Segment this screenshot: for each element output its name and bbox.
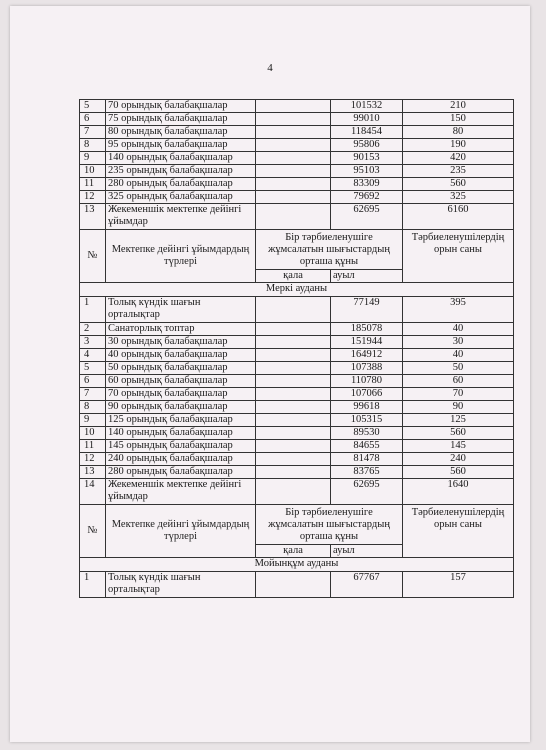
places-count: 560 (403, 178, 514, 191)
places-count: 1640 (403, 479, 514, 505)
city-cost (256, 375, 331, 388)
places-count: 560 (403, 466, 514, 479)
table-row (80, 349, 514, 362)
village-cost: 105315 (331, 414, 403, 427)
header-type: Мектепке дейінгі ұйымдардың түрлері (106, 505, 256, 558)
table-row (80, 572, 514, 598)
row-number: 14 (80, 479, 106, 505)
cost-table-body (80, 100, 514, 598)
row-number: 2 (80, 323, 106, 336)
header-number: № (80, 230, 106, 283)
table-row (80, 388, 514, 401)
village-cost: 83309 (331, 178, 403, 191)
row-number: 1 (80, 572, 106, 598)
header-village: ауыл (331, 270, 403, 283)
organization-type: 50 орындық балабақшалар (106, 362, 256, 375)
places-count: 145 (403, 440, 514, 453)
places-count: 80 (403, 126, 514, 139)
table-row (80, 440, 514, 453)
row-number: 10 (80, 165, 106, 178)
places-count: 60 (403, 375, 514, 388)
city-cost (256, 126, 331, 139)
organization-type: 125 орындық балабақшалар (106, 414, 256, 427)
city-cost (256, 113, 331, 126)
organization-type: 70 орындық балабақшалар (106, 100, 256, 113)
village-cost: 62695 (331, 204, 403, 230)
section-row (80, 283, 514, 297)
places-count: 157 (403, 572, 514, 598)
city-cost (256, 323, 331, 336)
table-row (80, 100, 514, 113)
row-number: 3 (80, 336, 106, 349)
city-cost (256, 165, 331, 178)
organization-type: 70 орындық балабақшалар (106, 388, 256, 401)
village-cost: 79692 (331, 191, 403, 204)
table-row (80, 479, 514, 505)
row-number: 11 (80, 178, 106, 191)
table-header-row (80, 505, 514, 545)
table-row (80, 362, 514, 375)
table-row (80, 113, 514, 126)
table-header-row (80, 230, 514, 270)
city-cost (256, 440, 331, 453)
table-row (80, 414, 514, 427)
row-number: 10 (80, 427, 106, 440)
organization-type: 60 орындық балабақшалар (106, 375, 256, 388)
city-cost (256, 572, 331, 598)
organization-type: 280 орындық балабақшалар (106, 178, 256, 191)
header-city: қала (256, 545, 331, 558)
city-cost (256, 401, 331, 414)
city-cost (256, 336, 331, 349)
table-row (80, 204, 514, 230)
table-row (80, 152, 514, 165)
table-row (80, 139, 514, 152)
row-number: 12 (80, 191, 106, 204)
organization-type: 30 орындық балабақшалар (106, 336, 256, 349)
row-number: 9 (80, 152, 106, 165)
section-row (80, 558, 514, 572)
document-page (10, 6, 530, 742)
places-count: 125 (403, 414, 514, 427)
row-number: 8 (80, 401, 106, 414)
header-type: Мектепке дейінгі ұйымдардың түрлері (106, 230, 256, 283)
places-count: 560 (403, 427, 514, 440)
organization-type: 280 орындық балабақшалар (106, 466, 256, 479)
table-row (80, 427, 514, 440)
places-count: 50 (403, 362, 514, 375)
places-count: 190 (403, 139, 514, 152)
section-merki: Меркі ауданы (80, 283, 514, 297)
organization-type: 140 орындық балабақшалар (106, 152, 256, 165)
places-count: 150 (403, 113, 514, 126)
table-row (80, 466, 514, 479)
organization-type: 40 орындық балабақшалар (106, 349, 256, 362)
city-cost (256, 297, 331, 323)
village-cost: 110780 (331, 375, 403, 388)
city-cost (256, 414, 331, 427)
organization-type: 145 орындық балабақшалар (106, 440, 256, 453)
header-number: № (80, 505, 106, 558)
city-cost (256, 139, 331, 152)
city-cost (256, 191, 331, 204)
village-cost: 99618 (331, 401, 403, 414)
places-count: 420 (403, 152, 514, 165)
header-city: қала (256, 270, 331, 283)
village-cost: 107066 (331, 388, 403, 401)
table-row (80, 126, 514, 139)
organization-type: 325 орындық балабақшалар (106, 191, 256, 204)
places-count: 235 (403, 165, 514, 178)
places-count: 40 (403, 323, 514, 336)
organization-type: Жекеменшік мектепке дейінгі ұйымдар (106, 204, 256, 230)
village-cost: 107388 (331, 362, 403, 375)
village-cost: 99010 (331, 113, 403, 126)
table-row (80, 178, 514, 191)
places-count: 90 (403, 401, 514, 414)
table-row (80, 297, 514, 323)
header-cost: Бір тәрбиеленушіге жұмсалатын шығыстардың орташа құны (256, 230, 403, 270)
row-number: 13 (80, 204, 106, 230)
organization-type: 140 орындық балабақшалар (106, 427, 256, 440)
row-number: 5 (80, 362, 106, 375)
section-moiynkum: Мойынқұм ауданы (80, 558, 514, 572)
organization-type: 95 орындық балабақшалар (106, 139, 256, 152)
places-count: 6160 (403, 204, 514, 230)
row-number: 9 (80, 414, 106, 427)
row-number: 6 (80, 113, 106, 126)
row-number: 5 (80, 100, 106, 113)
places-count: 395 (403, 297, 514, 323)
table-row (80, 401, 514, 414)
city-cost (256, 100, 331, 113)
village-cost: 95103 (331, 165, 403, 178)
row-number: 1 (80, 297, 106, 323)
village-cost: 101532 (331, 100, 403, 113)
row-number: 8 (80, 139, 106, 152)
row-number: 4 (80, 349, 106, 362)
village-cost: 67767 (331, 572, 403, 598)
village-cost: 118454 (331, 126, 403, 139)
places-count: 40 (403, 349, 514, 362)
table-row (80, 165, 514, 178)
village-cost: 95806 (331, 139, 403, 152)
city-cost (256, 388, 331, 401)
places-count: 30 (403, 336, 514, 349)
city-cost (256, 204, 331, 230)
city-cost (256, 453, 331, 466)
table-row (80, 453, 514, 466)
organization-type: 75 орындық балабақшалар (106, 113, 256, 126)
places-count: 210 (403, 100, 514, 113)
village-cost: 90153 (331, 152, 403, 165)
places-count: 240 (403, 453, 514, 466)
page-number: 4 (267, 62, 273, 74)
village-cost: 89530 (331, 427, 403, 440)
village-cost: 81478 (331, 453, 403, 466)
table-row (80, 375, 514, 388)
organization-type: 235 орындық балабақшалар (106, 165, 256, 178)
city-cost (256, 349, 331, 362)
row-number: 11 (80, 440, 106, 453)
organization-type: 240 орындық балабақшалар (106, 453, 256, 466)
organization-type: Толық күндік шағын орталықтар (106, 572, 256, 598)
organization-type: 90 орындық балабақшалар (106, 401, 256, 414)
village-cost: 185078 (331, 323, 403, 336)
table-row (80, 336, 514, 349)
row-number: 7 (80, 126, 106, 139)
village-cost: 77149 (331, 297, 403, 323)
header-cost: Бір тәрбиеленушіге жұмсалатын шығыстардың орташа құны (256, 505, 403, 545)
header-places: Тәрбиеленушілердің орын саны (403, 505, 514, 558)
header-village: ауыл (331, 545, 403, 558)
city-cost (256, 152, 331, 165)
row-number: 7 (80, 388, 106, 401)
organization-type: 80 орындық балабақшалар (106, 126, 256, 139)
row-number: 13 (80, 466, 106, 479)
row-number: 6 (80, 375, 106, 388)
city-cost (256, 362, 331, 375)
organization-type: Жекеменшік мектепке дейінгі ұйымдар (106, 479, 256, 505)
table-row (80, 191, 514, 204)
village-cost: 62695 (331, 479, 403, 505)
city-cost (256, 466, 331, 479)
village-cost: 151944 (331, 336, 403, 349)
village-cost: 84655 (331, 440, 403, 453)
cost-table (79, 99, 514, 598)
places-count: 70 (403, 388, 514, 401)
village-cost: 164912 (331, 349, 403, 362)
table-row (80, 323, 514, 336)
organization-type: Санаторлық топтар (106, 323, 256, 336)
city-cost (256, 178, 331, 191)
city-cost (256, 479, 331, 505)
row-number: 12 (80, 453, 106, 466)
places-count: 325 (403, 191, 514, 204)
village-cost: 83765 (331, 466, 403, 479)
city-cost (256, 427, 331, 440)
organization-type: Толық күндік шағын орталықтар (106, 297, 256, 323)
header-places: Тәрбиеленушілердің орын саны (403, 230, 514, 283)
